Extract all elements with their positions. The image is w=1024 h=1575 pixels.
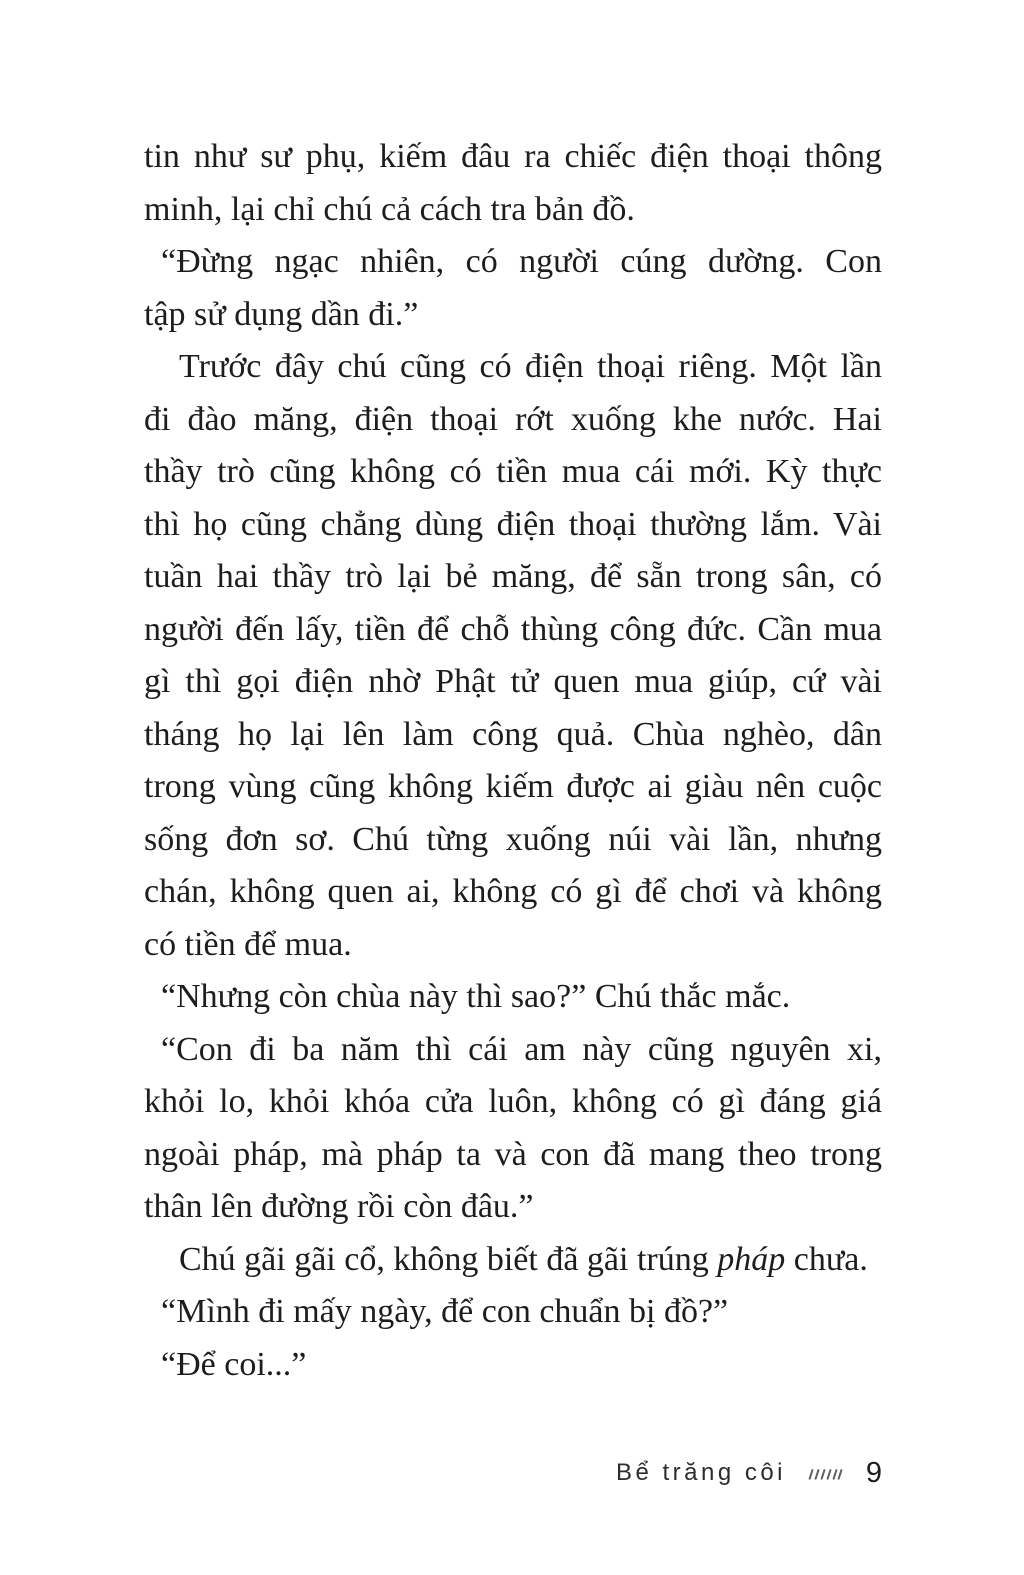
text-line: “Nhưng còn chùa này thì sao?” Chú thắc mắc. [161,978,791,1015]
text-line: tháng họ lại lên làm công quả. Chùa nghèo, dân [144,715,882,753]
body-text [144,131,882,1391]
text-line: “Mình đi mấy ngày, để con chuẩn bị đồ?” [161,1293,729,1330]
text-segment: Chú gãi gãi cổ, không biết đã gãi trúng [179,1240,718,1278]
page-number: 9 [865,1456,882,1489]
text-line: người đến lấy, tiền để chỗ thùng công đức. Cần mua [144,610,882,648]
text-line: thầy trò cũng không có tiền mua cái mới. Kỳ thực [144,453,882,490]
text-line: “Con đi ba năm thì cái am này cũng nguyên xi, [161,1030,882,1068]
text-segment: chưa. [785,1240,868,1278]
text-line: ngoài pháp, mà pháp ta và con đã mang theo trong [144,1135,882,1173]
text-line: có tiền để mua. [144,925,352,963]
hatch-marks-icon [810,1466,842,1480]
text-line: sống đơn sơ. Chú từng xuống núi vài lần, nhưng [144,820,882,858]
text-line: Trước đây chú cũng có điện thoại riêng. Một lần [179,348,882,385]
text-line: minh, lại chỉ chú cả cách tra bản đồ. [144,190,635,228]
text-line: khỏi lo, khỏi khóa cửa luôn, không có gì đáng giá [144,1083,882,1120]
text-line: “Để coi...” [161,1345,307,1383]
text-line: tin như sư phụ, kiếm đâu ra chiếc điện thoại thông [144,138,882,175]
text-line: “Đừng ngạc nhiên, có người cúng dường. Con [161,243,882,280]
text-line [144,1234,882,1287]
text-line: chán, không quen ai, không có gì để chơi và không [144,873,882,910]
text-line: gì thì gọi điện nhờ Phật tử quen mua giúp, cứ vài [144,663,882,700]
italic-word: pháp [717,1240,786,1278]
text-line: tập sử dụng dần đi.” [144,295,419,333]
page-footer [144,1456,882,1490]
text-line: trong vùng cũng không kiếm được ai giàu nên cuộc [144,768,882,805]
text-line: tuần hai thầy trò lại bẻ măng, để sẵn trong sân, có [144,558,882,595]
book-title: Bể trăng côi [615,1459,787,1486]
text-line: đi đào măng, điện thoại rớt xuống khe nước. Hai [144,400,882,438]
text-line: thì họ cũng chẳng dùng điện thoại thường lắm. Vài [144,505,882,543]
text-line: thân lên đường rồi còn đâu.” [144,1188,534,1225]
